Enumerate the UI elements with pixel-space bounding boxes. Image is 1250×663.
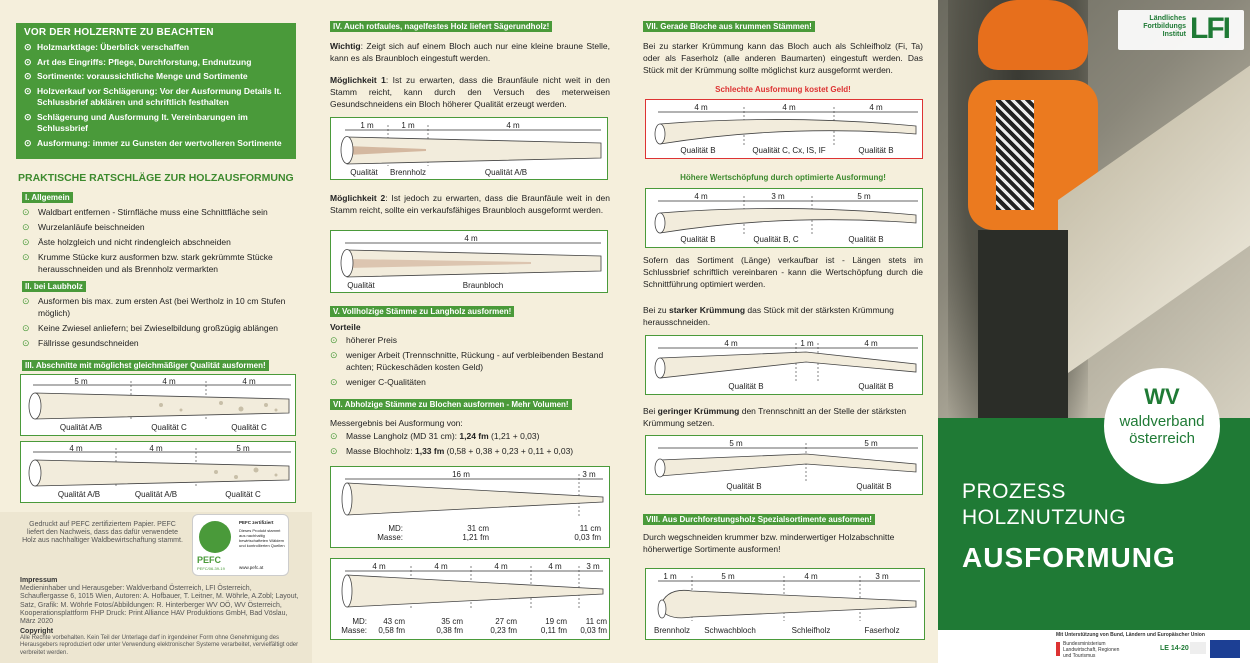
quality-label: Qualität C [231,423,267,432]
quality-label: Qualität A/B [59,423,103,432]
list-item: ⊙ weniger C-Qualitäten [330,377,610,389]
quality-label: Qualität C, Cx, IS, IF [752,146,826,155]
length-label: 4 m [506,121,520,130]
md-value: 19 cm [545,617,567,626]
list-item: ⊙ Art des Eingriffs: Pflege, Durchforstung, Endnutzung [24,57,288,69]
lfi-line: Fortbildungs [1143,23,1186,30]
length-label: 3 m [875,572,889,581]
paragraph-slight-curve [643,405,923,429]
pefc-url: www.pefc.at [239,565,264,570]
quality-label: Qualität B [726,482,762,491]
list-item [330,446,620,458]
length-label: 3 m [586,562,600,571]
list-item [330,431,620,443]
warning-text: Schlechte Ausformung kostet Geld! [715,85,851,94]
list-item: ⊙ Krumme Stücke kurz ausformen bzw. stark gekrümmte Stücke herausschneiden und als Brennholz vermarkten [22,252,300,275]
length-label: 4 m [694,103,708,112]
md-label: MD: [352,617,367,626]
quality-label: Qualität B, C [753,235,799,244]
list-item: ⊙ Keine Zwiesel anliefern; bei Zwieselbildung großzügig ablängen [22,323,300,335]
lfi-mark: LFI [1190,12,1229,45]
md-value: 35 cm [441,617,463,626]
paragraph-text: : Ist jedoch zu erwarten, dass die Braunfäule weit in den Stamm reicht, sollte ein verkaufsfähiges Braunbloch ausgeformt werden. [330,193,611,215]
lfi-line: Ländliches [1149,15,1186,22]
section-tag-6: VI. Abholzige Stämme zu Blochen ausformen - Mehr Volumen! [330,399,572,410]
bold-label: geringer Krümmung [657,406,740,416]
item-value: 1,33 fm [414,446,445,456]
paragraph-option-1 [330,74,610,110]
helmet-icon [978,0,1088,70]
bold-label: starker Krümmung [669,305,746,315]
mass-value: 0,23 fm [490,626,517,635]
row-labels [333,617,367,635]
quality-label: Qualität A/B [484,168,528,177]
length-label: 3 m [771,192,785,201]
quality-label: Schleifholz [791,626,831,635]
mass-label: Masse: [341,626,367,635]
length-label: 1 m [663,572,677,581]
item-text: (0,58 + 0,38 + 0,23 + 0,11 + 0,03) [444,446,574,456]
paragraph-text: das Stück mit der stärksten Krümmung herausschneiden. [643,305,894,327]
diagram-log-4 [330,230,608,293]
section-heading: PRAKTISCHE RATSCHLÄGE ZUR HOLZAUSFORMUNG [18,172,294,184]
list-item: ⊙ Fällrisse gesundschneiden [22,338,300,350]
list-item: ⊙ Ausformung: immer zu Gunsten der wertvolleren Sortimente [24,138,288,150]
length-label: 4 m [548,562,562,571]
paragraph-option-2 [330,192,610,216]
length-label: 4 m [694,192,708,201]
item-text: Masse Langholz (MD 31 cm): [346,431,460,441]
paragraph-text: Bei [643,406,658,416]
list-item: ⊙ Wurzelanläufe beischneiden [22,222,300,234]
mass-value: 0,11 fm [540,626,567,635]
pefc-badge [192,514,289,576]
diagram-log-6 [330,558,610,640]
item-value: 1,24 fm [459,431,489,441]
length-label: 3 m [582,470,596,479]
value-col [529,617,567,635]
value-col [561,524,601,542]
quality-label: Qualität [350,168,378,177]
length-label: 4 m [372,562,386,571]
length-label: 4 m [804,572,818,581]
length-label: 1 m [360,121,374,130]
lfi-text [1122,15,1186,39]
paragraph-strong-curve [643,304,923,328]
pefc-code: PEFC/06-39-19 [197,566,225,571]
quality-label: Qualität B [728,382,764,391]
quality-label: Faserholz [864,626,900,635]
diagram-log-10 [645,435,923,495]
wv-line: waldverband [1119,413,1205,430]
paragraph-text: Bei zu [643,305,669,315]
mass-value: 1,21 fm [462,533,489,542]
quality-label: Brennholz [653,626,691,635]
paragraph-text: den Trennschnitt an der Stelle der stärksten Krümmung setzen. [643,406,907,428]
advantages-label: Vorteile [330,322,361,332]
section-tag-1: I. Allgemein [22,192,73,203]
quality-label: Qualität B [680,146,716,155]
length-label: 16 m [452,470,470,479]
ministry [1063,641,1119,659]
copyright-text: Alle Rechte vorbehalten. Kein Teil der Unterlage darf in irgendeiner Form ohne Genehmigung des Herausgebers reproduziert oder unter Verwendung elektronischer Systeme verarbeitet, vervielfältigt oder verbreitet werden. [20,635,299,656]
section-tag-5: V. Vollholzige Stämme zu Langholz ausformen! [330,306,514,317]
length-label: 4 m [69,444,83,453]
list-item: ⊙ Holzmarktlage: Überblick verschaffen [24,42,288,54]
pefc-cert: PEFC zertifiziert [239,520,274,525]
length-label: 1 m [401,121,415,130]
pefc-name: PEFC [197,555,222,565]
length-label: 4 m [149,444,163,453]
length-label: 5 m [74,377,88,386]
list-general [22,207,300,279]
list-item: ⊙ Sortimente: voraussichtliche Menge und Sortimente [24,71,288,83]
bold-label: Wichtig [330,41,361,51]
list-item: ⊙ weniger Arbeit (Trennschnitte, Rückung - auf verbleibenden Bestand achten; Rückeschäden kosten Geld) [330,350,610,373]
lfi-line: Institut [1162,31,1186,38]
value-col [367,617,405,635]
quality-label: Qualität B [858,382,894,391]
md-value: 11 cm [585,617,607,626]
length-label: 4 m [724,339,738,348]
waldverband-logo [1104,368,1220,484]
md-value: 27 cm [495,617,517,626]
quality-label: Qualität [347,281,375,290]
mass-value: 0,03 fm [574,533,601,542]
quality-label: Braunbloch [462,281,504,290]
md-label: MD: [388,524,403,533]
length-label: 4 m [434,562,448,571]
md-value: 43 cm [383,617,405,626]
length-label: 5 m [857,192,871,201]
length-label: 4 m [869,103,883,112]
section-tag-3: III. Abschnitte mit möglichst gleichmäßiger Qualität ausformen! [22,360,269,371]
length-label: 4 m [782,103,796,112]
diagram-log-2 [20,441,296,503]
mass-value: 0,58 fm [378,626,405,635]
mass-value: 0,38 fm [436,626,463,635]
diagram-log-9 [645,335,923,395]
value-col [569,617,607,635]
quality-label: Schwachbloch [704,626,756,635]
eu-text-icon [1190,642,1206,654]
eu-flag-icon [1210,640,1240,658]
mass-label: Masse: [377,533,403,542]
measurement-intro: Messergebnis bei Ausformung von: [330,418,463,428]
panel-left [0,0,312,663]
cover-title-2: HOLZNUTZUNG [962,506,1127,529]
list-item: ⊙ Schlägerung und Ausformung lt. Vereinbarungen im Schlussbrief [24,112,288,135]
print-note: Gedruckt auf PEFC zertifiziertem Papier. PEFC liefert den Nachweis, dass das dafür verwendete Holz aus nachhaltiger Waldbewirtschaftung stammt. [22,521,183,544]
diagram-log-3 [330,117,608,180]
md-value: 11 cm [579,524,601,533]
diagram-log-8 [645,188,923,248]
length-label: 5 m [721,572,735,581]
paragraph-thinning: Durch wegschneiden krummer bzw. minderwertiger Holzabschnitte höherwertige Sortimente ausformen! [643,532,895,554]
austria-flag-icon [1056,642,1060,656]
length-label: 5 m [236,444,250,453]
length-label: 5 m [729,439,743,448]
quality-label: Qualität B [848,235,884,244]
length-label: 4 m [864,339,878,348]
impressum-title: Impressum [20,577,58,584]
pefc-logo-icon [199,521,231,553]
pefc-cert-text: Dieses Produkt stammt aus nachhaltig bewirtschafteten Wäldern und kontrollierten Quellen [239,528,285,548]
vest-pattern [996,100,1034,210]
trousers [978,230,1068,418]
section-tag-2: II. bei Laubholz [22,281,86,292]
cover-photo [938,0,1250,418]
sponsor-strip [938,630,1250,663]
ministry-line: Landwirtschaft, Regionen [1063,647,1120,653]
paragraph-curvature: Bei zu starker Krümmung kann das Bloch auch als Schleifholz (Fi, Ta) oder als Faserholz (alle anderen Baumarten) eingestuft werden. Das Stück mit der Krümmung sollte möglichst kurz ausgeformt werden. [643,41,923,75]
quality-label: Qualität C [151,423,187,432]
le-logo: LE 14-20 [1160,645,1189,652]
cover-title-1: PROZESS [962,480,1066,503]
section-tag-7: VII. Gerade Bloche aus krummen Stämmen! [643,21,815,32]
quality-label: Qualität B [856,482,892,491]
paragraph-length: Sofern das Sortiment (Länge) verkaufbar ist - Längen stets im Schlussbrief schriftlich vereinbaren - kann die Wertschöpfung durch die Schnittführung optimiert werden. [643,255,923,289]
quality-label: Brennholz [389,168,427,177]
length-label: 4 m [464,234,478,243]
item-text: (1,21 + 0,03) [488,431,540,441]
wv-line: österreich [1129,430,1195,447]
impressum-text: Medieninhaber und Herausgeber: Waldverband Österreich, LFI Österreich, Schauflergasse 6, 1015 Wien, Autoren: A. Hofbauer, T. Leitner, M. Wöhrle, A.Zobl; Layout, Satz, Grafik: M. Wöhrle Fotos/Abbildungen: R. Hinterberger WV OÖ, WV Österreich, Kooperationsplattform FHP Druck: Print Alliance HAV Produktions GmbH, Bad Vöslau, März 2020 [20,585,299,626]
paragraph-text: : Ist zu erwarten, dass die Braunfäule nicht weit in den Stamm reicht, kann durch den Versuch des meterweisen Gesundschneidens ein Bloch höherer Qualität erzeugt werden. [330,75,610,109]
diagram-log-1 [20,374,296,436]
list-item: ⊙ Äste holzgleich und nicht rindengleich abschneiden [22,237,300,249]
list-hardwood [22,296,300,353]
list-item: ⊙ Ausformen bis max. zum ersten Ast (bei Wertholz in 10 cm Stufen möglich) [22,296,300,319]
bold-label: Möglichkeit 2 [330,193,386,203]
support-text: Mit Unterstützung von Bund, Ländern und Europäischer Union [1056,632,1205,638]
row-labels [359,524,403,542]
length-label: 4 m [242,377,256,386]
item-text: Masse Blochholz: [346,446,415,456]
mass-value: 0,03 fm [580,626,607,635]
quality-label: Qualität A/B [134,490,178,499]
quality-label: Qualität B [858,146,894,155]
list-item: ⊙ höherer Preis [330,335,610,347]
length-label: 1 m [800,339,814,348]
list-item: ⊙ Waldbart entfernen - Stirnfläche muss eine Schnittfläche sein [22,207,300,219]
quality-label: Qualität C [225,490,261,499]
diagram-log-11 [645,568,925,640]
bold-label: Möglichkeit 1 [330,75,386,85]
cover-panel [938,0,1250,663]
length-label: 4 m [162,377,176,386]
value-col [479,617,517,635]
checklist [24,42,288,149]
section-tag-4: IV. Auch rotfaules, nagelfestes Holz liefert Sägerundholz! [330,21,552,32]
panel-middle [312,0,625,663]
ministry-line: und Tourismus [1063,653,1096,659]
cover-title-3: AUSFORMUNG [962,542,1176,573]
checklist-box [16,23,296,159]
paragraph-text: : Zeigt sich auf einem Bloch auch nur eine kleine braune Stelle, kann es als Braunbloch eingestuft werden. [330,41,610,63]
copyright-title: Copyright [20,628,54,635]
md-value: 31 cm [467,524,489,533]
checklist-title: VOR DER HOLZERNTE ZU BEACHTEN [24,27,214,38]
diagram-log-7 [645,99,923,159]
quality-label: Qualität A/B [57,490,101,499]
length-label: 4 m [494,562,508,571]
recommendation-text: Höhere Wertschöpfung durch optimierte Ausformung! [680,173,886,182]
value-col [449,524,489,542]
list-item: ⊙ Holzverkauf vor Schlägerung: Vor der Ausformung Details lt. Schlussbrief abklären und schriftlich festhalten [24,86,288,109]
wv-mark: WV [1144,384,1180,409]
lfi-logo [1118,10,1244,50]
list-measurements [330,431,620,461]
length-label: 5 m [864,439,878,448]
paragraph-wichtig [330,40,610,64]
section-tag-8: VIII. Aus Durchforstungsholz Spezialsortimente ausformen! [643,514,875,525]
diagram-log-5 [330,466,610,548]
list-advantages [330,335,610,392]
quality-label: Qualität B [680,235,716,244]
panel-right [625,0,938,663]
value-col [425,617,463,635]
ministry-line: Bundesministerium [1063,641,1106,647]
